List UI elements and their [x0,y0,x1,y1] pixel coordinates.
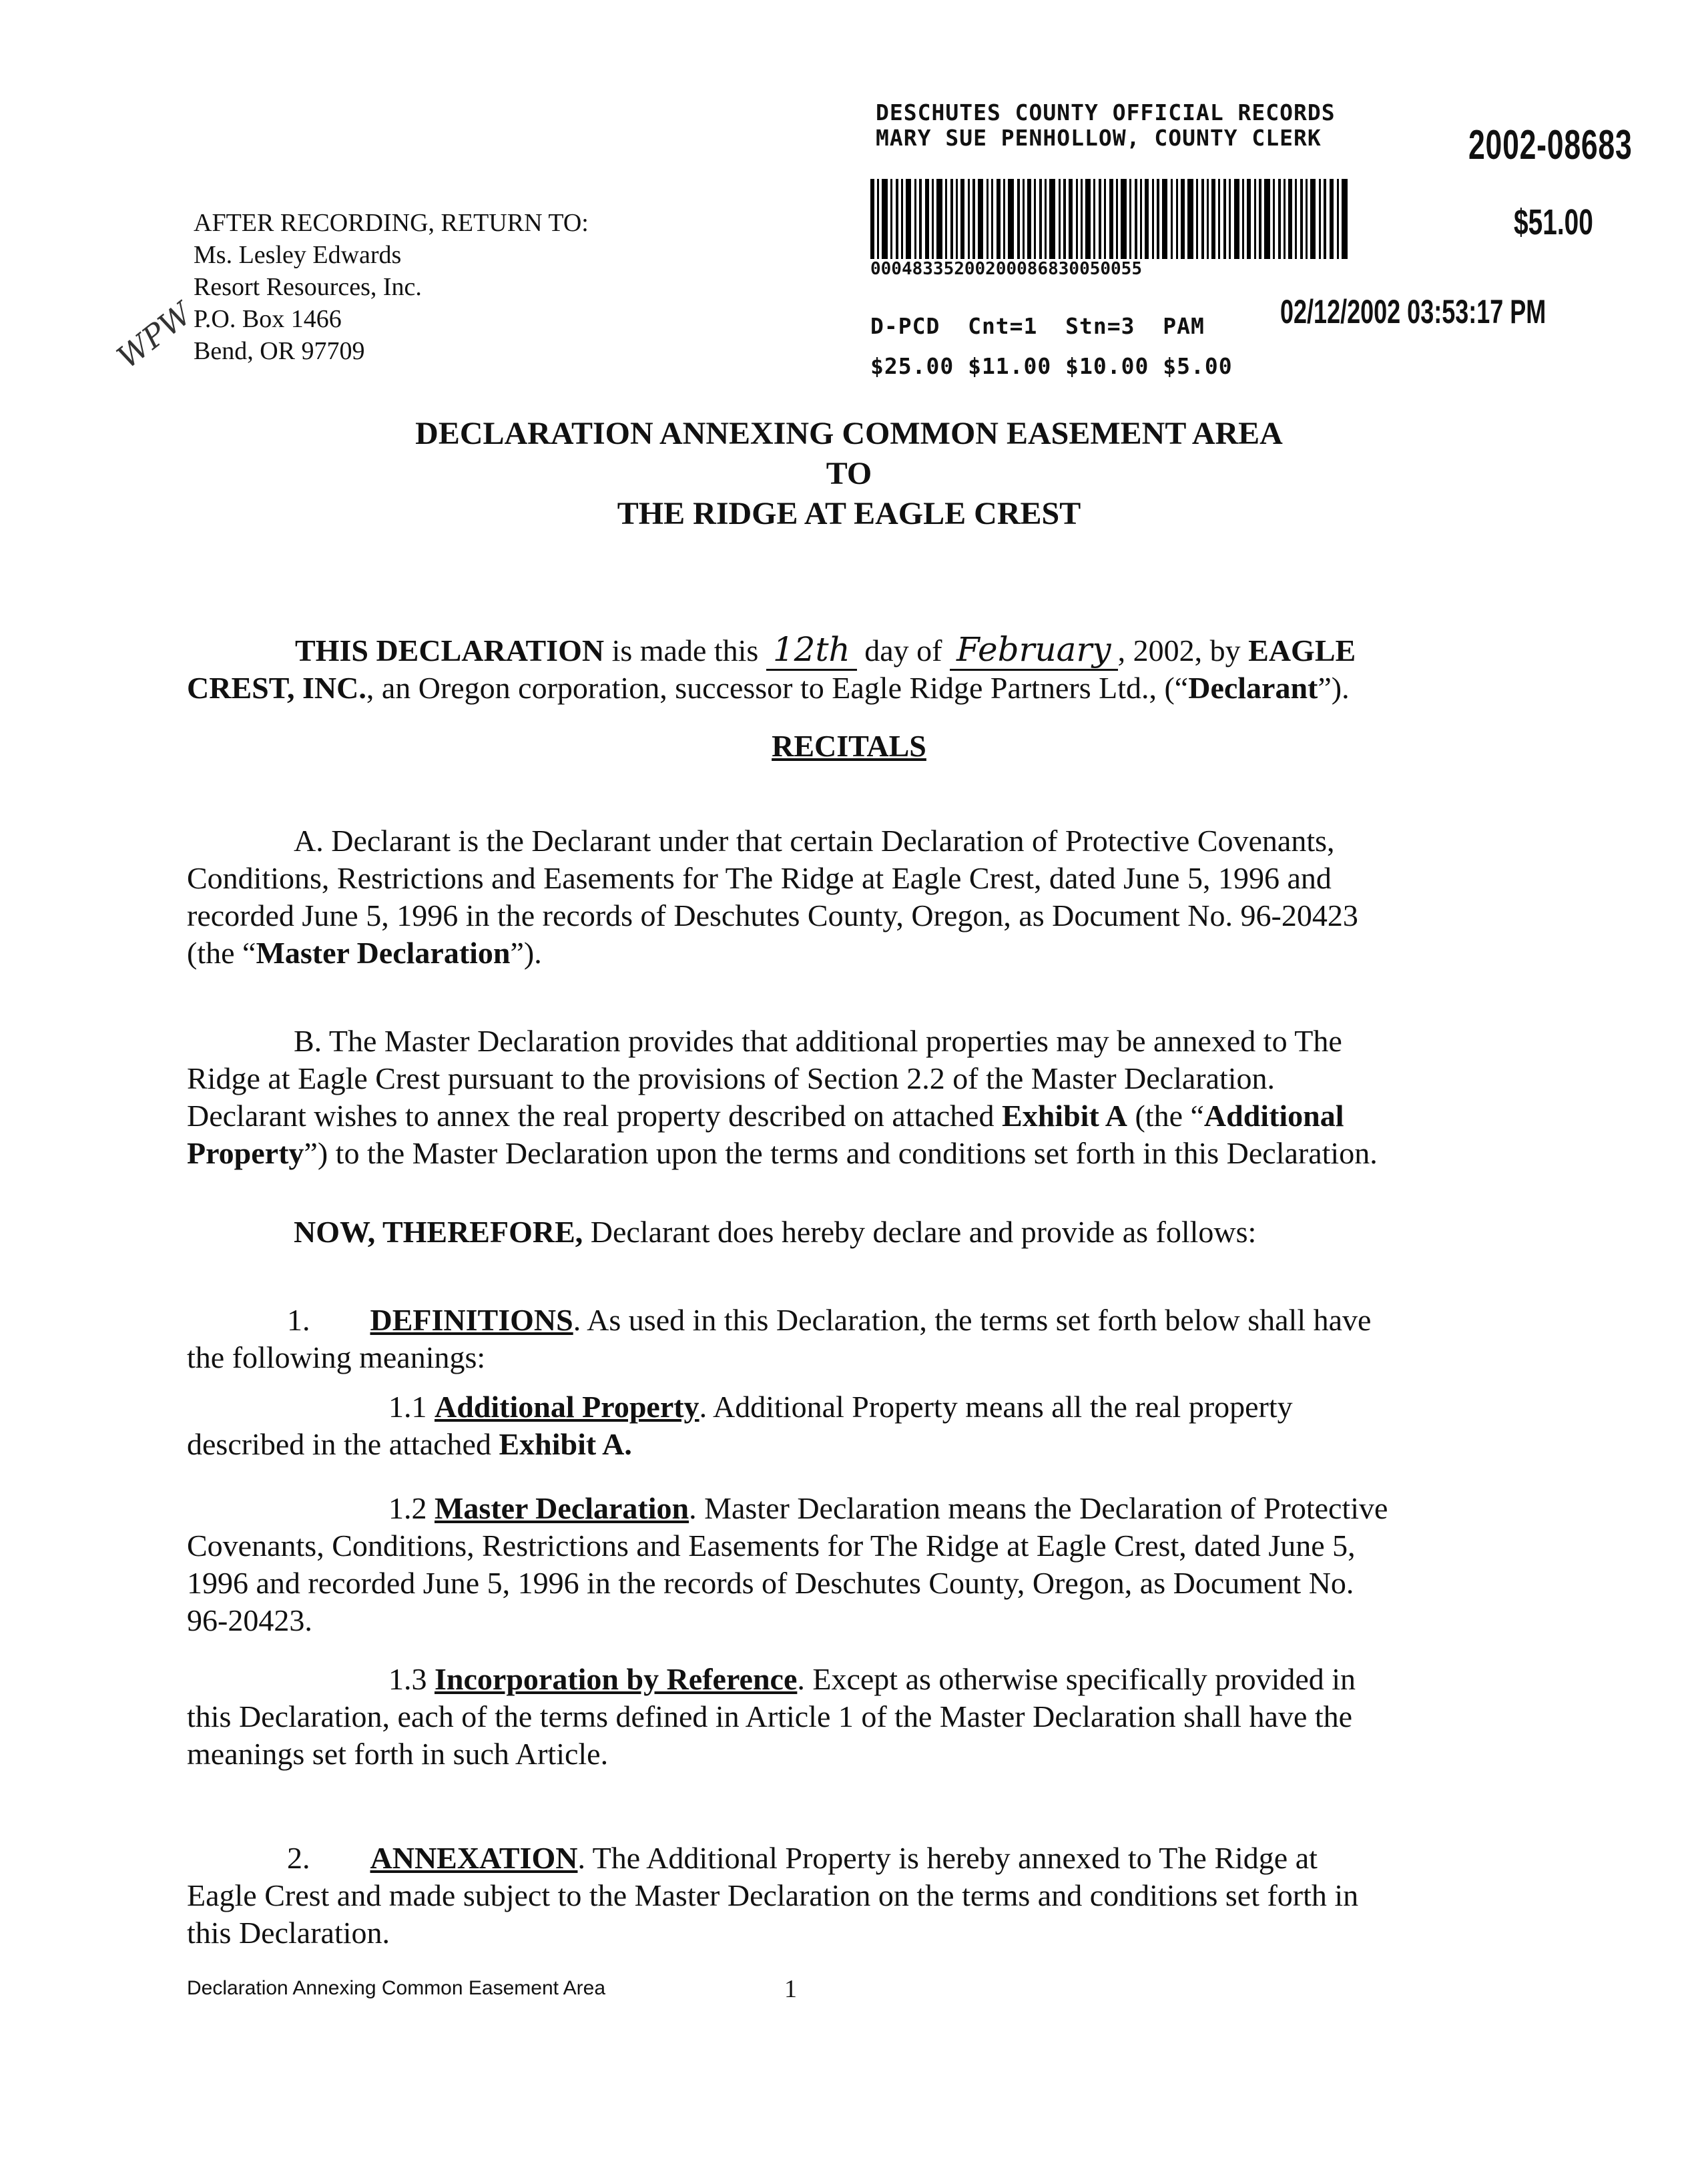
barcode-bar [1211,179,1215,259]
barcode-bar [950,179,953,259]
barcode-bar [1081,179,1083,259]
barcode-bar [1171,179,1173,259]
barcode-bar [1300,179,1303,259]
now-therefore [294,1213,1256,1251]
barcode-bar [1242,179,1244,259]
recital-a-line: recorded June 5, 1996 in the records of Deschutes County, Oregon, as Document No. 96-20423 [187,898,1358,932]
recital-a [187,822,1358,972]
barcode-bar [1337,179,1339,259]
section-heading: ANNEXATION [370,1841,578,1875]
recitals-heading [0,728,1698,765]
barcode-bar [914,179,916,259]
recording-barcode [870,179,1404,259]
recital-b-text: Declarant wishes to annex the real property described on attached [187,1099,1003,1133]
subsection-text: . Except as otherwise specifically provided in [797,1662,1356,1696]
barcode-bar [1247,179,1251,259]
barcode-bar [877,179,879,259]
barcode-bar [1330,179,1334,259]
barcode-bar [1295,179,1297,259]
return-address-heading: AFTER RECORDING, RETURN TO: [194,209,589,237]
intro-text: , an Oregon corporation, successor to Eagle Ridge Partners Ltd., (“ [366,671,1189,705]
barcode-bar [1069,179,1073,259]
recital-b-line: Ridge at Eagle Crest pursuant to the provisions of Section 2.2 of the Master Declaration. [187,1061,1276,1095]
recital-a-text: ”). [510,936,542,970]
subsection-number: 1.2 [388,1491,435,1525]
barcode-number: 00048335200200086830050055 [870,259,1142,279]
section-heading: DEFINITIONS [370,1303,573,1337]
recitals-heading-text: RECITALS [772,729,926,763]
barcode-bar [1310,179,1316,259]
title-line: THE RIDGE AT EAGLE CREST [617,496,1081,531]
barcode-bar [1129,179,1131,259]
return-address-line: Bend, OR 97709 [194,337,365,365]
barcode-bar [1099,179,1101,259]
return-address-line: P.O. Box 1466 [194,305,342,333]
barcode-bar [901,179,903,259]
barcode-bar [1145,179,1149,259]
subsection-text: described in the attached [187,1427,499,1461]
barcode-bar [1284,179,1286,259]
barcode-bar [1023,179,1025,259]
barcode-bar [1306,179,1308,259]
section-text: Eagle Crest and made subject to the Master Declaration on the terms and conditions set forth in [187,1878,1359,1912]
barcode-bar [1223,179,1226,259]
return-address-line: Resort Resources, Inc. [194,273,422,301]
title-line: DECLARATION ANNEXING COMMON EASEMENT AREA [415,416,1283,451]
page-number: 1 [784,1975,797,2003]
subsection-text: 96-20423. [187,1603,312,1637]
section-text: the following meanings: [187,1340,486,1374]
barcode-bar [1085,179,1091,259]
barcode-bar [1319,179,1321,259]
barcode-bar [1039,179,1042,259]
subsection-number: 1.1 [388,1390,435,1424]
now-therefore-text: Declarant does hereby declare and provide as follows: [583,1215,1257,1249]
barcode-bar [1187,179,1193,259]
intro-company: EAGLE [1248,633,1356,667]
recital-a-line: A. Declarant is the Declarant under that certain Declaration of Protective Covenants, [294,824,1335,858]
section-number: 2. [287,1841,310,1875]
section-text: . As used in this Declaration, the terms set forth below shall have [573,1303,1372,1337]
subsection-text: 1996 and recorded June 5, 1996 in the records of Deschutes County, Oregon, as Document No. [187,1566,1354,1600]
intro-paragraph [187,630,1528,707]
barcode-bar [896,179,898,259]
recital-b-defined-term: Additional [1203,1099,1344,1133]
subsection-number: 1.3 [388,1662,435,1696]
now-therefore-lead: NOW, THEREFORE, [294,1215,583,1249]
barcode-bar [906,179,911,259]
barcode-bar [890,179,892,259]
barcode-bar [1324,179,1326,259]
subsection-heading: Additional Property [435,1390,699,1424]
barcode-bar [991,179,993,259]
barcode-bar [978,179,983,259]
barcode-bar [1152,179,1154,259]
barcode-bar [1109,179,1113,259]
handwritten-month: February [950,630,1118,671]
intro-lead: THIS DECLARATION [295,633,605,667]
barcode-bar [1278,179,1281,259]
barcode-bar [1201,179,1204,259]
intro-declarant: Declarant [1188,671,1318,705]
barcode-bar [968,179,970,259]
recital-b-line: B. The Master Declaration provides that additional properties may be annexed to The [294,1024,1342,1058]
barcode-bar [1003,179,1005,259]
barcode-bar [1027,179,1031,259]
barcode-bar [1140,179,1142,259]
stamp-line-clerk: MARY SUE PENHOLLOW, COUNTY CLERK [876,125,1322,151]
subsection-text: . Additional Property means all the real property [699,1390,1293,1424]
return-address-line: Ms. Lesley Edwards [194,241,402,269]
section-text: this Declaration. [187,1916,390,1950]
barcode-bar [1229,179,1231,259]
recital-b-defined-term: Property [187,1136,304,1170]
return-address [194,207,589,367]
barcode-bar [1063,179,1066,259]
barcode-bar [1045,179,1047,259]
recital-b [187,1023,1378,1172]
recital-b-text: ”) to the Master Declaration upon the terms and conditions set forth in this Declaration. [304,1136,1378,1170]
barcode-bar [1121,179,1127,259]
barcode-bar [945,179,947,259]
barcode-bar [1181,179,1185,259]
barcode-bar [936,179,942,259]
barcode-bar [1196,179,1198,259]
barcode-bar [1008,179,1014,259]
recording-fee-total: $51.00 [1514,202,1593,242]
barcode-bar [1017,179,1020,259]
recital-a-defined-term: Master Declaration [256,936,511,970]
subsection-text: . Master Declaration means the Declaration of Protective [689,1491,1388,1525]
subsection-text: meanings set forth in such Article. [187,1737,609,1771]
handwritten-initials: WPW [110,295,199,376]
barcode-bar [932,179,934,259]
document-title [0,414,1698,534]
subsection-heading: Incorporation by Reference [435,1662,798,1696]
barcode-bar [1207,179,1209,259]
barcode-bar [997,179,1001,259]
barcode-bar [1234,179,1239,259]
section-2-annexation [187,1840,1358,1952]
intro-text: day of [856,633,950,667]
subsection-heading: Master Declaration [435,1491,689,1525]
recital-a-text: (the “ [187,936,256,970]
recording-document-number: 2002-08683 [1468,122,1633,168]
section-1-2 [187,1490,1388,1639]
barcode-bar [986,179,988,259]
recital-b-text: (the “ [1127,1099,1204,1133]
barcode-bar [1049,179,1055,259]
handwritten-day: 12th [766,630,857,671]
barcode-bar [1104,179,1106,259]
page-footer-label: Declaration Annexing Common Easement Area [187,1977,606,1999]
barcode-bar [925,179,929,259]
subsection-text: this Declaration, each of the terms defined in Article 1 of the Master Declaration shall have the [187,1699,1353,1733]
intro-text: , 2002, by [1117,633,1249,667]
barcode-bar [1259,179,1261,259]
barcode-bar [1034,179,1036,259]
section-1-definitions [187,1302,1371,1376]
stamp-codes: D-PCD Cnt=1 Stn=3 PAM [870,313,1205,339]
recital-a-line: Conditions, Restrictions and Easements for The Ridge at Eagle Crest, dated June 5, 1996 and [187,861,1332,895]
recording-stamp-header [876,100,1336,151]
title-line: TO [826,456,872,491]
stamp-line-county: DESCHUTES COUNTY OFFICIAL RECORDS [876,99,1336,125]
barcode-bar [882,179,888,259]
recording-date-time: 02/12/2002 03:53:17 PM [1280,293,1546,330]
barcode-bar [972,179,975,259]
section-1-1 [187,1388,1293,1463]
barcode-bar [1288,179,1292,259]
intro-company: CREST, INC. [187,671,366,705]
barcode-bar [956,179,958,259]
barcode-bar [1116,179,1118,259]
barcode-bar [1093,179,1095,259]
stamp-fees: $25.00 $11.00 $10.00 $5.00 [870,353,1233,379]
intro-text: ”). [1318,671,1350,705]
barcode-bar [919,179,922,259]
barcode-bar [1059,179,1061,259]
subsection-exhibit: Exhibit A. [499,1427,632,1461]
barcode-bar [1342,179,1348,259]
barcode-bar [1218,179,1220,259]
section-1-3 [187,1661,1356,1773]
barcode-bar [960,179,964,259]
barcode-bar [1162,179,1167,259]
section-number: 1. [287,1303,310,1337]
barcode-bar [1264,179,1270,259]
barcode-bar [1076,179,1078,259]
barcode-bar [1157,179,1159,259]
section-text: . The Additional Property is hereby annexed to The Ridge at [577,1841,1318,1875]
barcode-bar [1176,179,1178,259]
recital-b-exhibit: Exhibit A [1002,1099,1127,1133]
intro-text: is made this [604,633,766,667]
barcode-bar [1254,179,1256,259]
barcode-bar [1273,179,1275,259]
barcode-bar [1135,179,1137,259]
subsection-text: Covenants, Conditions, Restrictions and Easements for The Ridge at Eagle Crest, dated June 5, [187,1529,1356,1563]
barcode-bar [870,179,874,259]
